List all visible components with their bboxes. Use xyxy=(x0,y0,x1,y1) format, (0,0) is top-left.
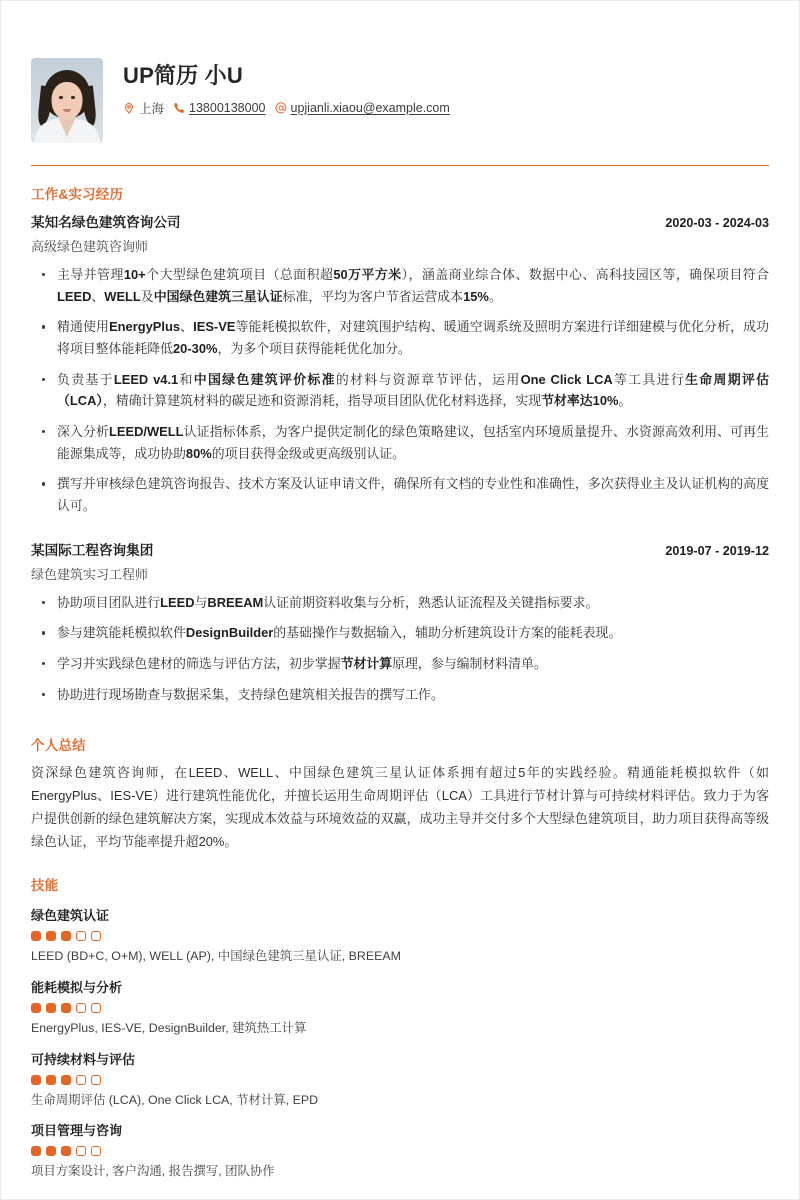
skill-dot xyxy=(61,1003,71,1013)
section-skills xyxy=(31,854,769,1180)
skill-group-items: EnergyPlus, IES-VE, DesignBuilder, 建筑热工计算 xyxy=(31,1020,307,1035)
skill-dot xyxy=(46,1146,56,1156)
skill-level-dots xyxy=(31,1146,769,1156)
skill-group-name: 绿色建筑认证 xyxy=(31,908,110,924)
job-bullet: 撰写并审核绿色建筑咨询报告、技术方案及认证申请文件，确保所有文档的专业性和准确性，多次获得业主及认证机构的高度认可。 xyxy=(31,473,769,516)
skill-level-dots xyxy=(31,931,769,941)
job-organization: 某国际工程咨询集团 xyxy=(31,542,154,558)
experience-item xyxy=(31,539,769,706)
summary-text: 资深绿色建筑咨询师，在LEED、WELL、中国绿色建筑三星认证体系拥有超过5年的实践经验。精通能耗模拟软件（如EnergyPlus、IES-VE）进行建筑性能优化，并擅长运用生命周期评估（LCA）工具进行节材计算与可持续材料评估。致力于为客户提供创新的绿色建筑解决方案，实现成本效益与环境效益的双赢，成功主导并交付多个大型绿色建筑项目，助力项目获得高等级绿色认证，平均节能率提升超20%。 xyxy=(31,765,769,850)
skill-dot xyxy=(91,1075,101,1085)
skill-group-name: 可持续材料与评估 xyxy=(31,1051,136,1067)
job-bullet: 参与建筑能耗模拟软件DesignBuilder的基础操作与数据输入，辅助分析建筑设计方案的能耗表现。 xyxy=(31,622,769,644)
job-date-range: 2019-07 - 2019-12 xyxy=(665,543,769,558)
job-bullet: 协助进行现场勘查与数据采集，支持绿色建筑相关报告的撰写工作。 xyxy=(31,684,769,706)
contact-phone-link[interactable]: 13800138000 xyxy=(189,100,266,115)
at-sign-icon xyxy=(275,102,287,114)
skill-dot xyxy=(61,1075,71,1085)
skill-dot xyxy=(61,1146,71,1156)
skill-dot xyxy=(76,1003,86,1013)
portrait-photo xyxy=(31,58,103,143)
skill-level-dots xyxy=(31,1075,769,1085)
job-role: 高级绿色建筑咨询师 xyxy=(31,239,149,254)
job-bullet-list xyxy=(31,264,769,517)
job-bullet: 学习并实践绿色建材的筛选与评估方法，初步掌握节材计算原理，参与编制材料清单。 xyxy=(31,653,769,675)
section-experience xyxy=(31,166,769,705)
contact-list xyxy=(123,99,450,117)
section-summary xyxy=(31,714,769,854)
phone-icon xyxy=(173,102,185,114)
skill-group xyxy=(31,905,769,966)
contact-email[interactable] xyxy=(275,101,450,115)
job-bullet-list xyxy=(31,592,769,706)
skill-dot xyxy=(91,1003,101,1013)
job-organization: 某知名绿色建筑咨询公司 xyxy=(31,215,181,230)
skill-dot xyxy=(61,931,71,941)
contact-phone[interactable] xyxy=(173,101,265,115)
section-title-skills: 技能 xyxy=(31,878,59,894)
experience-item xyxy=(31,211,769,517)
job-bullet: 协助项目团队进行LEED与BREEAM认证前期资料收集与分析，熟悉认证流程及关键指标要求。 xyxy=(31,592,769,614)
skill-dot xyxy=(31,931,41,941)
skill-group xyxy=(31,1120,769,1181)
skill-dot xyxy=(76,1075,86,1085)
skill-dot xyxy=(46,1003,56,1013)
job-role: 绿色建筑实习工程师 xyxy=(31,566,149,582)
skill-group-items: 生命周期评估 (LCA), One Click LCA, 节材计算, EPD xyxy=(31,1092,319,1107)
skill-group-items: LEED (BD+C, O+M), WELL (AP), 中国绿色建筑三星认证, BREEAM xyxy=(31,949,401,964)
contact-location xyxy=(123,99,164,117)
job-bullet: 精通使用EnergyPlus、IES-VE等能耗模拟软件，对建筑围护结构、暖通空调系统及照明方案进行详细建模与优化分析，成功将项目整体能耗降低20-30%，为多个项目获得能耗优化加分。 xyxy=(31,316,769,359)
page-title: UP简历 小U xyxy=(123,63,243,88)
contact-email-link[interactable]: upjianli.xiaou@example.com xyxy=(290,100,450,115)
job-bullet: 主导并管理10+个大型绿色建筑项目（总面积超50万平方米），涵盖商业综合体、数据中心、高科技园区等，确保项目符合LEED、WELL及中国绿色建筑三星认证标准，平均为客户节省运营成本15%。 xyxy=(31,264,769,307)
skill-group-name: 项目管理与咨询 xyxy=(31,1123,123,1139)
skill-dot xyxy=(31,1003,41,1013)
skill-dot xyxy=(46,931,56,941)
section-title-summary: 个人总结 xyxy=(31,738,86,754)
skill-dot xyxy=(91,931,101,941)
skill-level-dots xyxy=(31,1003,769,1013)
skill-group-name: 能耗模拟与分析 xyxy=(31,979,123,995)
resume-header xyxy=(31,31,769,143)
skill-group-items: 项目方案设计, 客户沟通, 报告撰写, 团队协作 xyxy=(31,1164,275,1179)
job-date-range: 2020-03 - 2024-03 xyxy=(665,216,769,230)
contact-location-text: 上海 xyxy=(139,101,165,116)
skill-dot xyxy=(31,1146,41,1156)
skill-dot xyxy=(76,1146,86,1156)
skill-dot xyxy=(91,1146,101,1156)
job-bullet: 负责基于LEED v4.1和中国绿色建筑评价标准的材料与资源章节评估，运用One Click LCA等工具进行生命周期评估（LCA），精确计算建筑材料的碳足迹和资源消耗，指导项目团队优化材料选择，实现节材率达10%。 xyxy=(31,369,769,412)
skill-dot xyxy=(31,1075,41,1085)
job-bullet: 深入分析LEED/WELL认证指标体系，为客户提供定制化的绿色策略建议，包括室内环境质量提升、水资源高效利用、可再生能源集成等，成功协助80%的项目获得金级或更高级别认证。 xyxy=(31,421,769,464)
skill-dot xyxy=(46,1075,56,1085)
skill-group xyxy=(31,977,769,1038)
skill-dot xyxy=(76,931,86,941)
skill-group xyxy=(31,1049,769,1110)
location-pin-icon xyxy=(123,102,135,114)
section-title-experience: 工作&实习经历 xyxy=(31,187,124,202)
